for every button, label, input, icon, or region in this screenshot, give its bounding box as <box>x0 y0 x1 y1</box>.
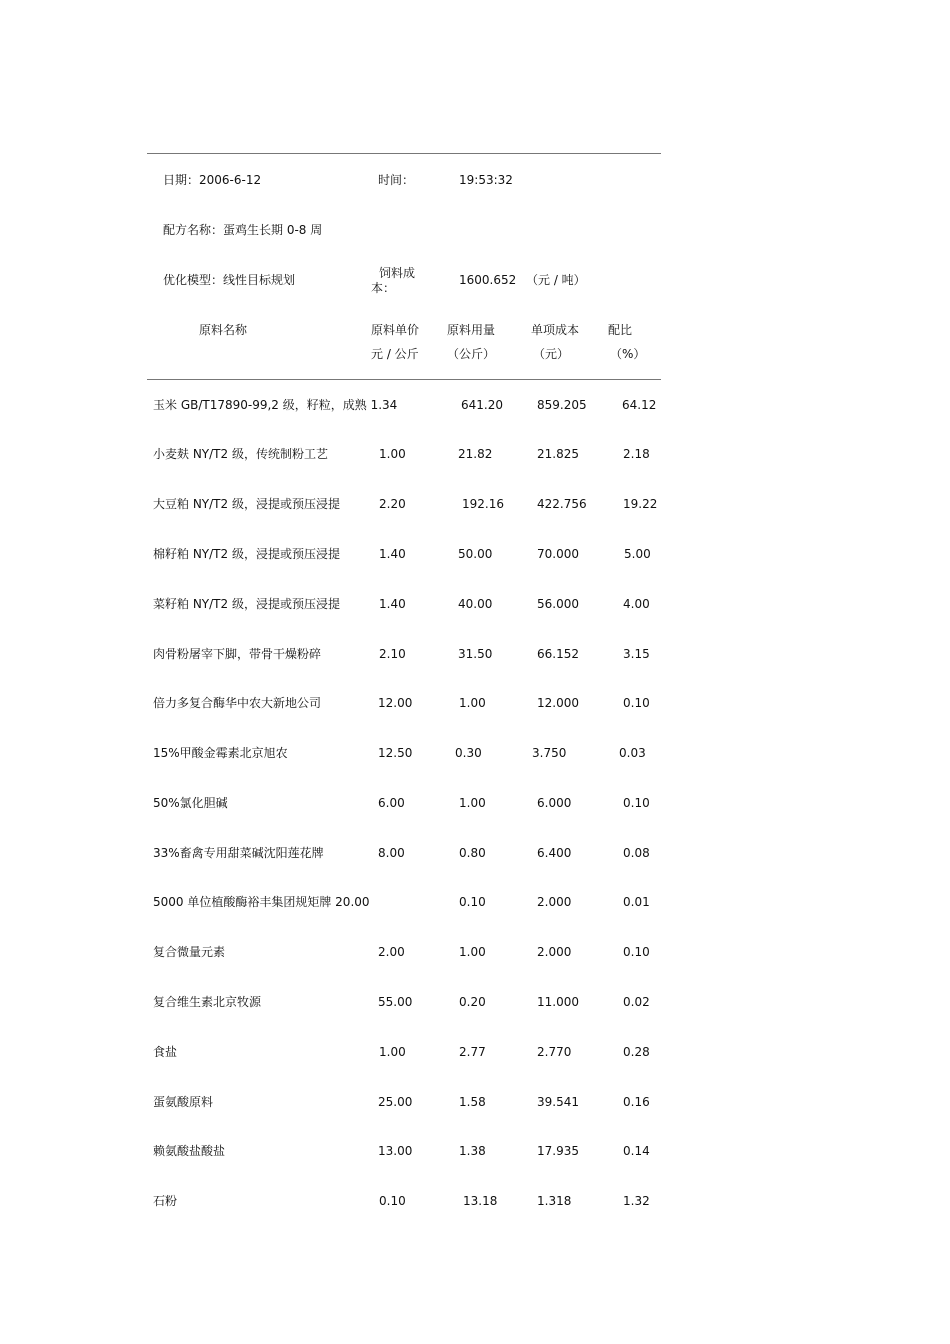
cell-cost: 11.000 <box>537 995 579 1009</box>
cell-name: 小麦麸 NY/T2 级，传统制粉工艺 <box>153 447 328 461</box>
cell-cost: 859.205 <box>537 398 587 412</box>
header-name: 原料名称 <box>199 323 248 337</box>
cell-cost: 39.541 <box>537 1095 579 1109</box>
cell-amount: 0.80 <box>459 846 486 860</box>
cell-amount: 50.00 <box>458 547 493 561</box>
table-row <box>0 547 950 561</box>
cell-price: 1.00 <box>379 447 406 461</box>
cell-price: 2.20 <box>379 497 406 511</box>
cell-name: 复合微量元素 <box>153 945 226 959</box>
cell-ratio: 0.10 <box>623 945 650 959</box>
cell-price: 25.00 <box>378 1095 413 1109</box>
cell-name: 倍力多复合酶华中农大新地公司 <box>153 696 322 710</box>
cell-amount: 0.20 <box>459 995 486 1009</box>
cell-price: 2.10 <box>379 647 406 661</box>
cell-amount: 13.18 <box>463 1194 498 1208</box>
cell-ratio: 0.16 <box>623 1095 650 1109</box>
cell-name: 15%甲酸金霉素北京旭农 <box>153 746 288 760</box>
header-price: 原料单价 <box>371 323 420 337</box>
formula-name: 配方名称：蛋鸡生长期 0-8 周 <box>163 223 323 237</box>
cell-amount: 192.16 <box>462 497 504 511</box>
feed-cost-value: 1600.652 <box>459 273 517 287</box>
cell-amount: 1.00 <box>459 696 486 710</box>
cell-name: 5000 单位植酸酶裕丰集团规矩牌 20.00 <box>153 895 370 909</box>
cell-name: 赖氨酸盐酸盐 <box>153 1144 226 1158</box>
cell-name: 大豆粕 NY/T2 级，浸提或预压浸提 <box>153 497 340 511</box>
cell-amount: 1.58 <box>459 1095 486 1109</box>
cell-price: 2.00 <box>378 945 405 959</box>
cell-amount: 2.77 <box>459 1045 486 1059</box>
cell-cost: 17.935 <box>537 1144 579 1158</box>
header-price-unit: 元 / 公斤 <box>371 347 419 361</box>
cell-ratio: 0.02 <box>623 995 650 1009</box>
cell-price: 12.50 <box>378 746 413 760</box>
cell-cost: 2.770 <box>537 1045 572 1059</box>
cell-cost: 6.000 <box>537 796 572 810</box>
time-label: 时间： <box>378 173 415 187</box>
header-cost-unit: （元） <box>533 347 570 361</box>
cell-amount: 1.00 <box>459 945 486 959</box>
top-rule <box>147 153 661 154</box>
cell-name: 玉米 GB/T17890-99,2 级，籽粒，成熟 1.34 <box>153 398 398 412</box>
cell-price: 1.40 <box>379 547 406 561</box>
cell-amount: 21.82 <box>458 447 493 461</box>
cell-cost: 3.750 <box>532 746 567 760</box>
cell-cost: 2.000 <box>537 895 572 909</box>
cell-name: 棉籽粕 NY/T2 级，浸提或预压浸提 <box>153 547 340 561</box>
cell-amount: 641.20 <box>461 398 503 412</box>
header-amount: 原料用量 <box>447 323 496 337</box>
cell-name: 菜籽粕 NY/T2 级，浸提或预压浸提 <box>153 597 340 611</box>
cell-cost: 1.318 <box>537 1194 572 1208</box>
cell-ratio: 19.22 <box>623 497 658 511</box>
cell-name: 肉骨粉屠宰下脚，带骨干燥粉碎 <box>153 647 322 661</box>
cell-ratio: 0.10 <box>623 696 650 710</box>
header-ratio: 配比 <box>608 323 633 337</box>
cell-ratio: 64.12 <box>622 398 657 412</box>
table-row <box>0 846 950 860</box>
table-row <box>0 398 950 412</box>
cell-amount: 1.00 <box>459 796 486 810</box>
cell-amount: 1.38 <box>459 1144 486 1158</box>
cell-price: 1.00 <box>379 1045 406 1059</box>
cell-cost: 422.756 <box>537 497 587 511</box>
cell-ratio: 0.14 <box>623 1144 650 1158</box>
cell-price: 12.00 <box>378 696 413 710</box>
cell-name: 33%畜禽专用甜菜碱沈阳莲花牌 <box>153 846 324 860</box>
table-row <box>0 796 950 810</box>
cell-cost: 56.000 <box>537 597 579 611</box>
cell-amount: 31.50 <box>458 647 493 661</box>
table-row <box>0 895 950 909</box>
cell-name: 50%氯化胆碱 <box>153 796 228 810</box>
cell-ratio: 0.28 <box>623 1045 650 1059</box>
cell-ratio: 3.15 <box>623 647 650 661</box>
cell-ratio: 0.10 <box>623 796 650 810</box>
cell-price: 13.00 <box>378 1144 413 1158</box>
table-row <box>0 1095 950 1109</box>
cell-ratio: 1.32 <box>623 1194 650 1208</box>
cell-cost: 70.000 <box>537 547 579 561</box>
cell-price: 6.00 <box>378 796 405 810</box>
cell-ratio: 0.03 <box>619 746 646 760</box>
table-row <box>0 597 950 611</box>
cell-cost: 2.000 <box>537 945 572 959</box>
feed-cost-label-line2: 本： <box>371 281 396 295</box>
feed-cost-label-line1: 饲料成 <box>379 266 416 280</box>
cell-ratio: 2.18 <box>623 447 650 461</box>
cell-cost: 21.825 <box>537 447 579 461</box>
cell-name: 蛋氨酸原料 <box>153 1095 214 1109</box>
cell-amount: 0.10 <box>459 895 486 909</box>
cell-amount: 0.30 <box>455 746 482 760</box>
table-row <box>0 1144 950 1158</box>
cell-name: 石粉 <box>153 1194 178 1208</box>
cell-cost: 12.000 <box>537 696 579 710</box>
cell-name: 复合维生素北京牧源 <box>153 995 262 1009</box>
header-rule <box>147 379 661 380</box>
table-row <box>0 945 950 959</box>
table-row <box>0 497 950 511</box>
optimization-model: 优化模型：线性目标规划 <box>163 273 296 287</box>
cell-cost: 6.400 <box>537 846 572 860</box>
cell-cost: 66.152 <box>537 647 579 661</box>
date-label: 日期：2006-6-12 <box>163 173 262 187</box>
table-row <box>0 1045 950 1059</box>
cell-ratio: 5.00 <box>624 547 651 561</box>
table-row <box>0 696 950 710</box>
cell-ratio: 0.01 <box>623 895 650 909</box>
cell-price: 1.40 <box>379 597 406 611</box>
header-ratio-unit: （%） <box>610 347 646 361</box>
table-row <box>0 746 950 760</box>
cell-price: 55.00 <box>378 995 413 1009</box>
header-cost: 单项成本 <box>531 323 580 337</box>
cell-price: 8.00 <box>378 846 405 860</box>
cell-ratio: 4.00 <box>623 597 650 611</box>
table-row <box>0 995 950 1009</box>
table-row <box>0 1194 950 1208</box>
cell-ratio: 0.08 <box>623 846 650 860</box>
header-amount-unit: （公斤） <box>447 347 496 361</box>
feed-cost-unit: （元 / 吨） <box>526 273 586 287</box>
cell-name: 食盐 <box>153 1045 178 1059</box>
cell-amount: 40.00 <box>458 597 493 611</box>
table-row <box>0 447 950 461</box>
time-value: 19:53:32 <box>459 173 513 187</box>
cell-price: 0.10 <box>379 1194 406 1208</box>
table-row <box>0 647 950 661</box>
